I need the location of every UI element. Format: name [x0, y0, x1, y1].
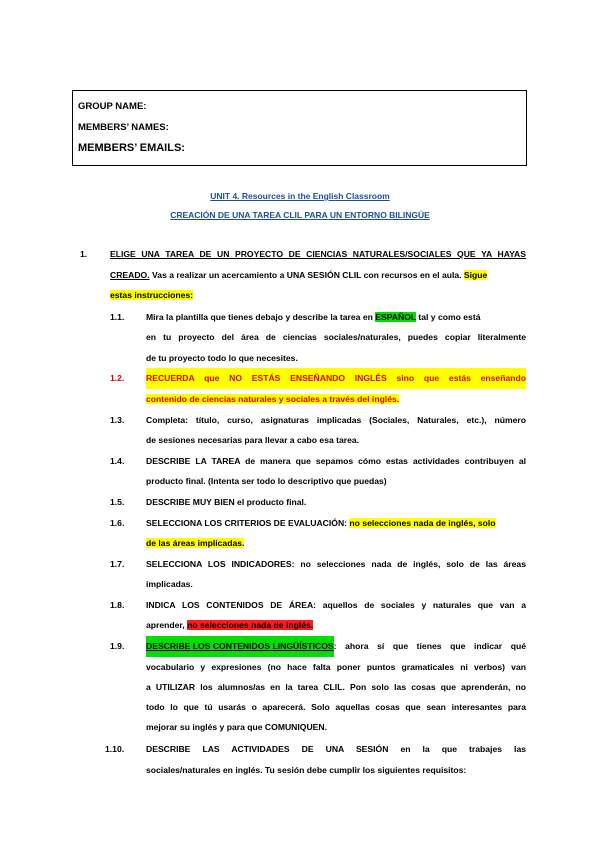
subitem-1-1-text-a: Mira la plantilla que tienes debajo y describe la tarea en — [146, 312, 376, 322]
subitem-1-9-green-highlight: DESCRIBE LOS CONTENIDOS LINGÜÍSTICOS — [146, 636, 334, 657]
subitem-1-4-line-2: producto final. (Intenta ser todo lo descriptivo que puedas) — [146, 476, 387, 486]
members-emails-label: MEMBERS’ EMAILS: — [78, 142, 185, 154]
subitem-1-9-line-1 — [146, 636, 526, 657]
item-1-follow-highlight: Sigue — [463, 270, 488, 280]
unit-title: UNIT 4. Resources in the English Classroom — [210, 191, 390, 201]
subitem-1-6-text-a: SELECCIONA LOS CRITERIOS DE EVALUACIÓN: — [146, 518, 350, 528]
subitem-1-2-line-1-highlight: RECUERDA que NO ESTÁS ENSEÑANDO INGLÉS sino que estás enseñando — [146, 368, 526, 389]
subitem-1-8-number: 1.8. — [110, 600, 125, 610]
subitem-1-10-line-1: DESCRIBE LAS ACTIVIDADES DE UNA SESIÓN en la que trabajes las — [146, 744, 526, 754]
subitem-1-3-line-2: de sesiones necesarias para llevar a cabo esa tarea. — [146, 435, 360, 445]
subitem-1-6-number: 1.6. — [110, 518, 125, 528]
subitem-1-6-highlight-a: no selecciones nada de inglés, solo — [349, 518, 496, 528]
subitem-1-1-line-1 — [146, 307, 480, 328]
subitem-1-7-number: 1.7. — [110, 559, 125, 569]
item-1-created: CREADO. — [110, 270, 150, 280]
subitem-1-1-espanol-highlight: ESPAÑOL — [375, 312, 416, 322]
subitem-1-10-number: 1.10. — [105, 744, 125, 754]
subitem-1-2-line-2-highlight: contenido de ciencias naturales y sociales a través del inglés. — [146, 394, 400, 404]
subitem-1-2-line-2 — [146, 389, 399, 410]
subitem-1-9-line-5: mejorar su inglés y para que COMUNIQUEN. — [146, 722, 327, 732]
members-names-label: MEMBERS’ NAMES: — [78, 122, 169, 133]
subitem-1-2-line-1 — [146, 368, 526, 389]
subitem-1-1-text-c: tal y como está — [416, 312, 481, 322]
subtitle: CREACIÓN DE UNA TAREA CLIL PARA UN ENTORNO BILINGÜE — [170, 210, 430, 220]
subitem-1-9-text-b: : ahora sí que tienes que indicar qué — [333, 641, 526, 651]
subitem-1-8-text-a: aprender, — [146, 620, 188, 630]
subitem-1-3-number: 1.3. — [110, 415, 125, 425]
item-1-line-2-text: Vas a realizar un acercamiento a UNA SESIÓN CLIL con recursos en el aula. — [149, 270, 464, 280]
subitem-1-4-number: 1.4. — [110, 456, 125, 466]
subitem-1-9-line-3: a UTILIZAR los alumnos/as en la tarea CLIL. Pon solo las cosas que aprenderán, no — [146, 682, 526, 692]
subitem-1-6-line-1 — [146, 513, 496, 534]
subitem-1-9-line-2: vocabulario y expresiones (no hace falta poner puntos gramaticales ni verbos) van — [146, 662, 526, 672]
subitem-1-1-line-3: de tu proyecto todo lo que necesites. — [146, 353, 298, 363]
subitem-1-1-number: 1.1. — [110, 312, 125, 322]
subitem-1-6-highlight-b: de las áreas implicadas. — [146, 538, 245, 548]
subitem-1-7-line-1: SELECCIONA LOS INDICADORES: no selecciones nada de inglés, solo de las áreas — [146, 559, 526, 569]
subitem-1-8-line-1: INDICA LOS CONTENIDOS DE ÁREA: aquellos de sociales y naturales que van a — [146, 600, 526, 610]
group-name-label: GROUP NAME: — [78, 101, 147, 112]
subitem-1-7-line-2: implicadas. — [146, 579, 193, 589]
subitem-1-1-line-2: en tu proyecto del área de ciencias sociales/naturales, puedes copiar literalmente — [146, 332, 526, 342]
subitem-1-9-number: 1.9. — [110, 641, 125, 651]
item-1-instructions-highlight: estas instrucciones: — [110, 290, 194, 300]
item-1-number: 1. — [80, 249, 88, 259]
item-1-line-1: ELIGE UNA TAREA DE UN PROYECTO DE CIENCIAS NATURALES/SOCIALES QUE YA HAYAS — [110, 249, 526, 259]
subitem-1-5-number: 1.5. — [110, 497, 125, 507]
subitem-1-6-line-2 — [146, 533, 244, 554]
subitem-1-2-number: 1.2. — [110, 373, 125, 383]
subitem-1-8-red-highlight: no selecciones nada de inglés. — [187, 620, 314, 630]
subitem-1-5-line-1: DESCRIBE MUY BIEN el producto final. — [146, 497, 307, 507]
subitem-1-3-line-1: Completa: título, curso, asignaturas implicadas (Sociales, Naturales, etc.), número — [146, 415, 526, 425]
subitem-1-8-line-2 — [146, 615, 313, 636]
subitem-1-10-line-2: sociales/naturales en inglés. Tu sesión debe cumplir los siguientes requisitos: — [146, 765, 467, 775]
item-1-line-2 — [110, 265, 487, 286]
subitem-1-9-line-4: todo lo que tú usarás o aparecerá. Solo aquellas cosas que sean interesantes para — [146, 702, 526, 712]
group-info-box — [72, 90, 527, 166]
item-1-line-3 — [110, 285, 193, 306]
subitem-1-4-line-1: DESCRIBE LA TAREA de manera que sepamos cómo estas actividades contribuyen al — [146, 456, 526, 466]
